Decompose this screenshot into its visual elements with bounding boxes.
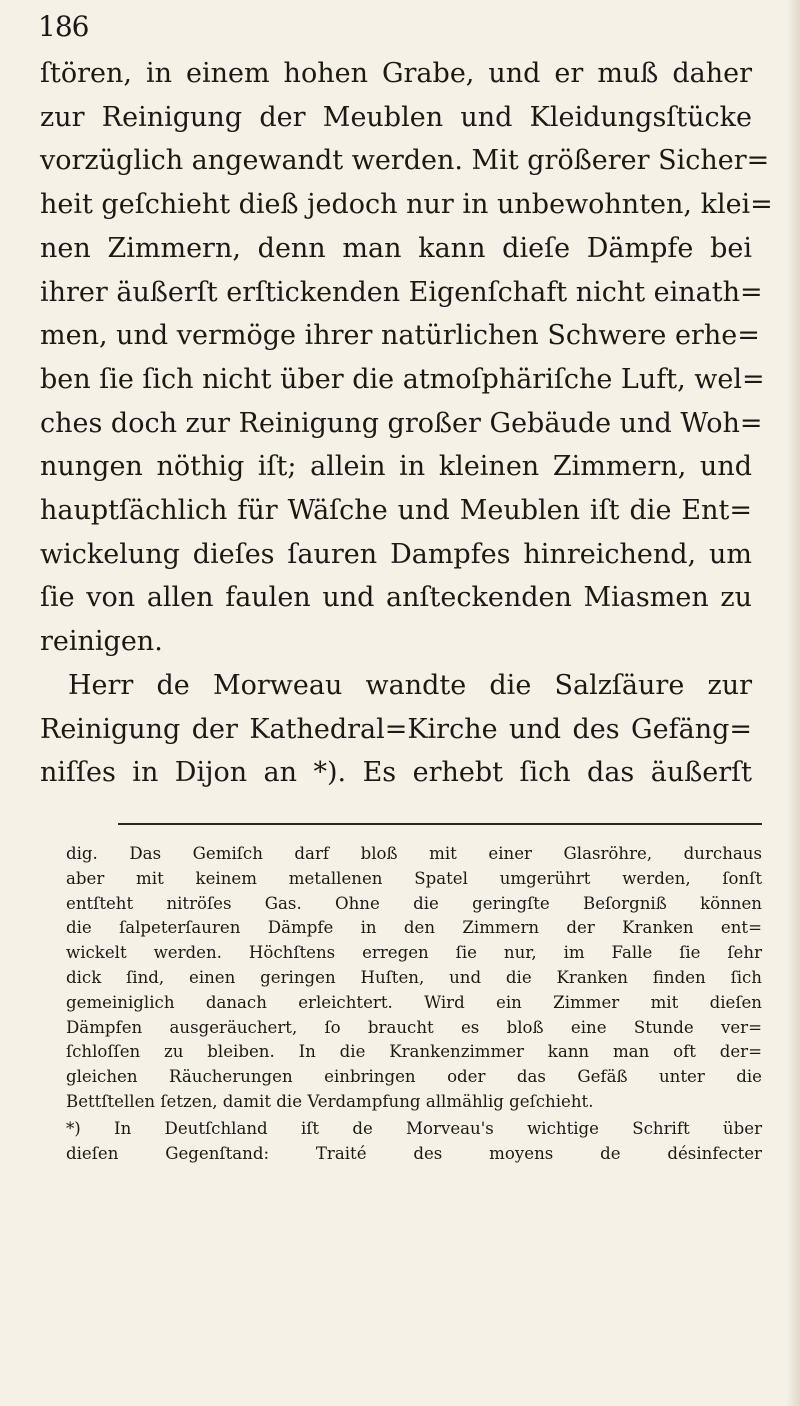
text-line: ſie von allen faulen und anſteckenden Miasmen zu — [40, 582, 752, 614]
text-line: zur Reinigung der Meublen und Kleidungsſtücke — [40, 101, 752, 133]
footnote-line: gemeiniglich danach erleichtert. Wird ein Zimmer mit dieſen — [66, 992, 762, 1012]
text-line: vorzüglich angewandt werden. Mit größerer Sicher= — [40, 145, 770, 177]
page-number: 186 — [38, 10, 89, 43]
footnote-line: dick ſind, einen geringen Huſten, und die Kranken finden ſich — [66, 967, 762, 987]
text-line: hauptſächlich für Wäſche und Meublen iſt die Ent= — [40, 495, 752, 527]
text-line: wickelung dieſes ſauren Dampfes hinreichend, um — [40, 538, 752, 570]
page-edge-shadow — [786, 0, 800, 1406]
text-line: ihrer äußerſt erſtickenden Eigenſchaft nicht einath= — [40, 276, 763, 308]
footnote-star-line: dieſen Gegenſtand: Traité des moyens de désinfecter — [66, 1143, 762, 1163]
footnote-line: ſchloſſen zu bleiben. In die Krankenzimmer kann man oft der= — [66, 1042, 762, 1062]
text-line: Herr de Morweau wandte die Salzſäure zur — [68, 669, 752, 701]
footnote-line: die ſalpeterſauren Dämpfe in den Zimmern der Kranken ent= — [66, 918, 762, 938]
footnote-line: wickelt werden. Höchſtens erregen ſie nur, im Falle ſie ſehr — [66, 943, 762, 963]
footnotes — [66, 842, 762, 1166]
footnote-line: gleichen Räucherungen einbringen oder das Gefäß unter die — [66, 1067, 762, 1087]
text-line: ches doch zur Reinigung großer Gebäude und Woh= — [40, 407, 763, 439]
text-line: Reinigung der Kathedral=Kirche und des Gefäng= — [40, 713, 752, 745]
footnote-star-line: *) In Deutſchland iſt de Morveau's wichtige Schrift über — [66, 1118, 762, 1138]
text-line: men, und vermöge ihrer natürlichen Schwere erhe= — [40, 320, 760, 352]
text-line: ſtören, in einem hohen Grabe, und er muß daher — [40, 58, 752, 89]
footnote-line: Bettſtellen ſetzen, damit die Verdampfung allmählig geſchieht. — [66, 1091, 594, 1111]
footnote-line: dig. Das Gemiſch darf bloß mit einer Glasröhre, durchaus — [66, 844, 762, 863]
footnote-line: Dämpfen ausgeräuchert, ſo braucht es bloß eine Stunde ver= — [66, 1017, 762, 1037]
text-line: reinigen. — [40, 626, 163, 658]
text-line: nungen nöthig iſt; allein in kleinen Zimmern, und — [40, 451, 752, 483]
text-line: ben ſie ſich nicht über die atmoſphäriſche Luft, wel= — [40, 363, 765, 395]
text-line: niſſes in Dijon an *). Es erhebt ſich das äußerſt — [40, 757, 752, 789]
footnote-line: entſteht nitröſes Gas. Ohne die geringſte Beſorgniß können — [66, 893, 762, 913]
text-line: nen Zimmern, denn man kann dieſe Dämpfe bei — [40, 232, 752, 264]
text-line: heit geſchieht dieß jedoch nur in unbewohnten, klei= — [40, 189, 773, 221]
footnote-line: aber mit keinem metallenen Spatel umgerührt werden, ſonſt — [66, 868, 762, 888]
footnote-divider — [118, 823, 762, 825]
main-text — [40, 52, 773, 795]
